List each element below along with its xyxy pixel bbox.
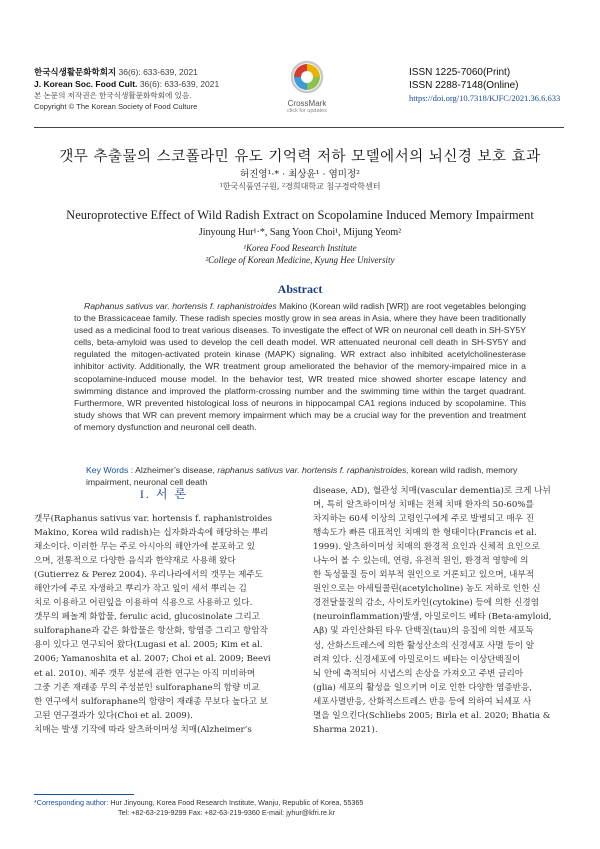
body-line: 치매는 발생 기작에 따라 알츠하이머성 치매(Alzheimer’s <box>34 724 252 735</box>
header-divider <box>34 127 564 128</box>
body-line: 원인으로는 아세틸콜린(acetylcholine) 농도 저하로 인한 신 <box>313 584 541 595</box>
crossmark-badge[interactable] <box>280 60 334 114</box>
crossmark-sub: click for updates <box>287 108 327 114</box>
body-line: (neuroinflammation)발생, 아밀로이드 베타 (Beta-amyloid, <box>313 612 552 623</box>
journal-header <box>34 66 219 111</box>
body-line: 며, 특히 알츠하이머성 치매는 전체 치매 환자의 50-60%를 <box>313 500 534 511</box>
abstract-text: Makino (Korean wild radish [WR]) are root vegetables belonging to the Brassicaceae family. These radish species mostly grow in sea areas in Asia, where they have been traditionally used as a medicinal food to treat various diseases. To investigate the effect of WR on neuronal cell death in SH-SY5Y cells, beta-amyloid was used to develop the cell death model. WR attenuated neuronal cell death in SH-SY5Y and regulated the mitogen-activated protein kinase (MAPK) signaling. WR extract also inhibited acetylcholinesterase inhibitor activity. Additionally, the WR treatment group ameliorated the behavior of the memory-impaired mice in a scopolamine-induced mouse model. In the behavior test, WR treated mice showed shorter escape latency and swimming distance and improved the platform-crossing number and the swimming time within the target quadrant. Furthermore, WR prevented histological loss of neurons in hippocampal CA1 regions induced by scopolamine. This study shows that WR can prevent memory impairment which may be a crucial way for the prevention and treatment of memory dysfunction and neuronal cell death. <box>74 301 527 432</box>
body-line: 2006; Yamanoshita et al. 2007; Choi et al. 2009; Beevi <box>34 654 271 665</box>
body-line: 채소이다. 이러한 무는 주로 아시아의 해안가에 분포하고 있 <box>34 542 256 553</box>
title-korean: 갯무 추출물의 스코폴라민 유도 기억력 저하 모델에서의 뇌신경 보호 효과 <box>59 149 541 165</box>
body-line: 고된 연구결과가 있다(Choi et al. 2009). <box>34 710 193 721</box>
body-line: 한 독성물질 등이 외부적 원인으로 거론되고 있으며, 내부적 <box>313 570 535 581</box>
issn-print: ISSN 1225-7060(Print) <box>409 67 511 78</box>
body-line: 갯무의 페놀계 화합물, ferulic acid, glucosinolate 그리고 <box>34 612 260 623</box>
footnote-line2: Tel: +82-63-219-9299 Fax: +82-63-219-9360 E-mail: jyhur@kfri.re.kr <box>118 808 336 817</box>
doi-link[interactable]: https://doi.org/10.7318/KJFC/2021.36.6.633 <box>409 93 561 103</box>
authors-english: Jinyoung Hur¹·*, Sang Yoon Choi¹, Mijung Yeom² <box>198 227 402 238</box>
crossmark-icon <box>290 60 324 94</box>
body-line: 1999). 알츠하이머성 치매의 환경적 요인과 신체적 요인으로 <box>313 542 540 553</box>
footnote-rule <box>34 794 134 795</box>
keywords-pre: Alzheimer’s disease, <box>135 465 215 475</box>
body-line: 용이 있다고 연구되어 왔다(Lugasi et al. 2005; Kim et al. <box>34 640 263 651</box>
body-line: 나누어 볼 수 있는데, 연령, 유전적 원인, 환경적 영향에 의 <box>313 556 529 567</box>
body-line: 세포사멸반응, 산화적스트레스 반응 등에 의하여 뇌세포 사 <box>313 696 532 707</box>
affiliation-english-2: ²College of Korean Medicine, Kyung Hee University <box>205 255 395 265</box>
copyright-note: 본 논문의 저작권은 한국식생활문화학회에 있음. <box>34 91 192 100</box>
body-line: 뇌 안에 축적되어 시냅스의 손상을 가져오고 주변 글리아 <box>313 668 524 679</box>
body-line: 해안가에 주로 자생하고 뿌리가 작고 잎이 세서 뿌리는 김 <box>34 584 247 595</box>
abstract-heading: Abstract <box>277 282 323 296</box>
journal-name-ko: 한국식생활문화학회지 <box>34 67 117 77</box>
body-column-left <box>34 512 296 737</box>
body-line: (glia) 세포의 활성을 일으키며 이로 인한 다양한 염증반응, <box>313 682 533 693</box>
body-line: 멸을 일으킨다(Schliebs 2005; Birla et al. 2020; Bhatia & <box>313 710 551 721</box>
section-heading-introduction: I. 서 론 <box>139 487 189 501</box>
journal-issue-ko: 36(6): 633-639, 2021 <box>118 67 198 77</box>
body-line: 치로 이용하고 어린잎을 이용하여 식용으로 사용하고 있다. <box>34 598 253 609</box>
body-line: 차지하는 60세 이상의 고령인구에게 주로 발병되고 매우 진 <box>313 514 534 525</box>
footnote-label: *Corresponding author: <box>34 798 109 807</box>
body-column-right <box>313 484 567 737</box>
abstract-species: Raphanus sativus var. hortensis f. raphanistroides <box>83 301 277 311</box>
issn-block <box>409 66 560 103</box>
body-line: 갯무(Raphanus sativus var. hortensis f. raphanistroides <box>34 514 273 524</box>
corresponding-author-footnote <box>34 798 363 818</box>
journal-issue-en: 36(6): 633-639, 2021 <box>139 79 220 89</box>
body-line: Sharma 2021). <box>313 724 378 735</box>
keywords-label: Key Words : <box>86 465 134 475</box>
issn-online: ISSN 2288-7148(Online) <box>409 80 519 91</box>
affiliations-korean: ¹한국식품연구원, ²경희대학교 침구경락학센터 <box>219 182 381 191</box>
body-line: 행속도가 빠른 대표적인 치매의 한 형태이다(Francis et al. <box>313 528 537 539</box>
body-line: 한 연구에서 sulforaphane의 함량이 재래종 무보다 높다고 보 <box>34 696 268 707</box>
keywords-species: raphanus sativus var. hortensis f. raphanistroides, <box>217 465 409 475</box>
body-line: 려져 있다. 신경세포에 아밀로이드 베타는 이상단백질이 <box>313 654 521 665</box>
affiliation-english-1: ¹Korea Food Research Institute <box>243 243 357 253</box>
body-line: 으며, 전통적으로 다양한 음식과 한약재로 사용해 왔다 <box>34 556 236 567</box>
body-line: 경전달물질의 감소, 사이토카인(cytokine) 등에 의한 신경염 <box>313 598 539 609</box>
body-line: Aβ) 및 과인산화된 타우 단백질(tau)의 응집에 의한 세포독 <box>313 626 534 637</box>
abstract-body <box>74 300 526 433</box>
body-line: Makino, Korea wild radish)는 십자화과속에 해당하는 뿌리 <box>34 528 269 539</box>
crossmark-label: CrossMark <box>287 99 327 108</box>
title-english: Neuroprotective Effect of Wild Radish Extract on Scopolamine Induced Memory Impairment <box>66 208 534 222</box>
body-line: et al. 2010). 제주 갯무 성분에 관한 연구는 아직 미비하며 <box>34 668 256 679</box>
body-line: disease, AD), 혈관성 치매(vascular dementia)로 크게 나뉘 <box>313 486 551 496</box>
body-line: (Gutierrez & Perez 2004). 우리나라에서의 갯무는 제주도 <box>34 570 263 581</box>
footnote-line1: Hur Jinyoung, Korea Food Research Institute, Wanju, Republic of Korea, 55365 <box>110 798 364 807</box>
journal-name-en: J. Korean Soc. Food Cult. <box>34 79 138 89</box>
body-line: 성, 산화스트레스에 의한 활성산소의 신경세포 사멸 등이 알 <box>313 640 535 651</box>
copyright-line: Copyright © The Korean Society of Food Culture <box>34 102 198 111</box>
body-line: sulforaphane과 같은 화합물은 항산화, 항염증 그리고 항암작 <box>34 626 268 637</box>
authors-korean: 허진영¹·* · 최상윤¹ · 염미정² <box>240 169 360 180</box>
keywords-post: korean wild radish, memory impairment, neuronal cell death <box>86 465 518 487</box>
body-line: 그중 기존 재래종 무의 주성분인 sulforaphane의 함량 비교 <box>34 682 260 693</box>
